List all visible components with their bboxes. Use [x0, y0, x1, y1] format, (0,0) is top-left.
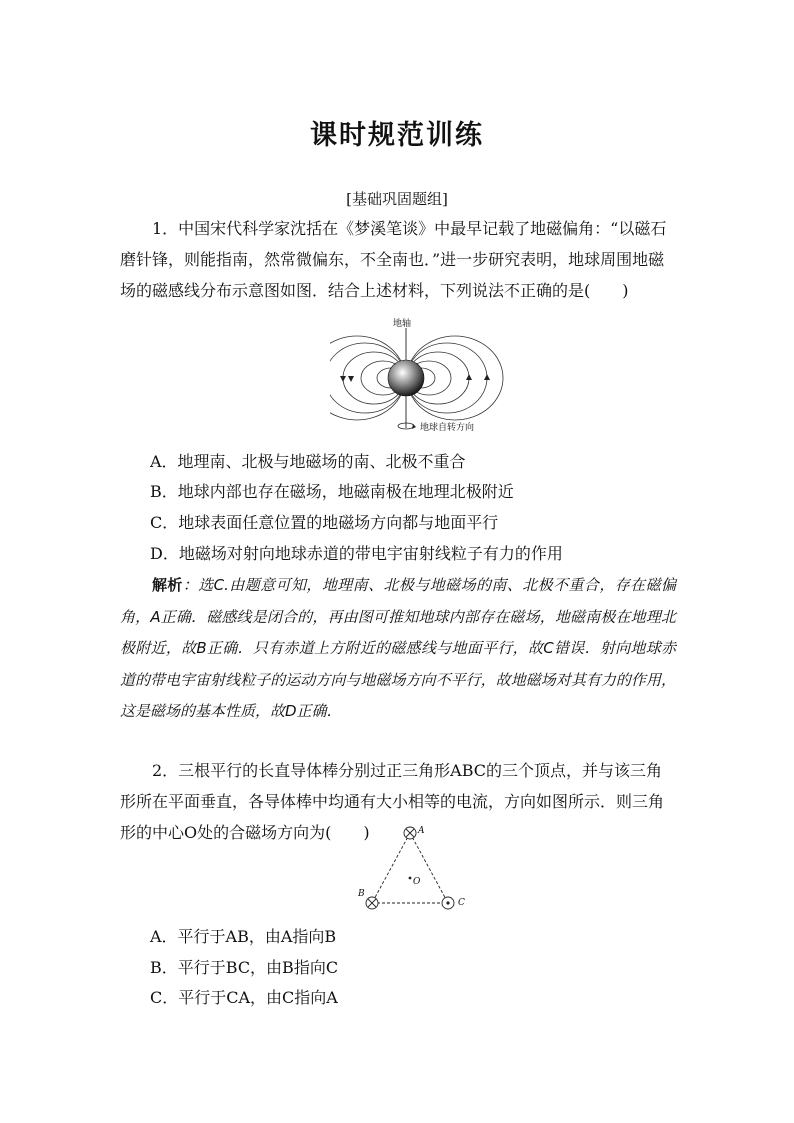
- question-1-stem: 1．中国宋代科学家沈括在《梦溪笔谈》中最早记载了地磁偏角：“以磁石磨针锋，则能指南，然常微偏东，不全南也．”进一步研究表明，地球周围地磁场的磁感线分布示意图如图．结合上述材料，下列说法不正确的是( ): [120, 219, 667, 300]
- label-c: C: [458, 898, 465, 908]
- page-title: 课时规范训练: [310, 120, 484, 151]
- q1-option-a: A．地理南、北极与地磁场的南、北极不重合: [150, 452, 466, 471]
- conductor-a-cross-icon: [404, 827, 416, 839]
- explanation-label: 解析: [152, 576, 183, 594]
- label-b: B: [358, 889, 365, 899]
- earth-axis-label: 地轴: [393, 319, 412, 329]
- q1-explanation: [120, 570, 676, 728]
- question-2-stem: 2．三根平行的长直导体棒分别过正三角形ABC的三个顶点，并与该三角形所在平面垂直，各导体棒中均通有大小相等的电流，方向如图所示．则三角形的中心O处的合磁场方向为( ): [120, 761, 665, 842]
- q2-option-c: C．平行于CA，由C指向A: [150, 988, 338, 1007]
- center-point-o: [409, 877, 412, 880]
- label-a: A: [418, 826, 425, 836]
- explanation-text: ：选C.由题意可知，地理南、北极与地磁场的南、北极不重合，存在磁偏角，A正确．磁感线是闭合的，再由图可推知地球内部存在磁场，地磁南极在地理北极附近，故B正确．只有赤道上方附近的磁感线与地面平行，故C错误．射向地球赤道的带电宇宙射线粒子的运动方向与地磁场方向不平行，故地磁场对其有力的作用，这是磁场的基本性质，故D正确．: [120, 576, 676, 720]
- earth-sphere: [388, 360, 424, 396]
- triangle-conductors-figure: [355, 823, 475, 915]
- conductor-c-dot-icon: [442, 897, 454, 909]
- section-heading: [基础巩固题组]: [346, 190, 448, 208]
- rotation-label: 地球自转方向: [420, 423, 475, 433]
- label-o: O: [413, 877, 421, 887]
- q2-option-a: A．平行于AB，由A指向B: [150, 927, 337, 946]
- q1-option-b: B．地球内部也存在磁场，地磁南极在地理北极附近: [150, 482, 514, 501]
- conductor-b-cross-icon: [366, 897, 378, 909]
- earth-magnetic-field-figure: [330, 312, 505, 442]
- q2-option-b: B．平行于BC，由B指向C: [150, 958, 339, 977]
- q1-option-d: D．地磁场对射向地球赤道的带电宇宙射线粒子有力的作用: [150, 544, 563, 563]
- q1-option-c: C．地球表面任意位置的地磁场方向都与地面平行: [150, 513, 499, 532]
